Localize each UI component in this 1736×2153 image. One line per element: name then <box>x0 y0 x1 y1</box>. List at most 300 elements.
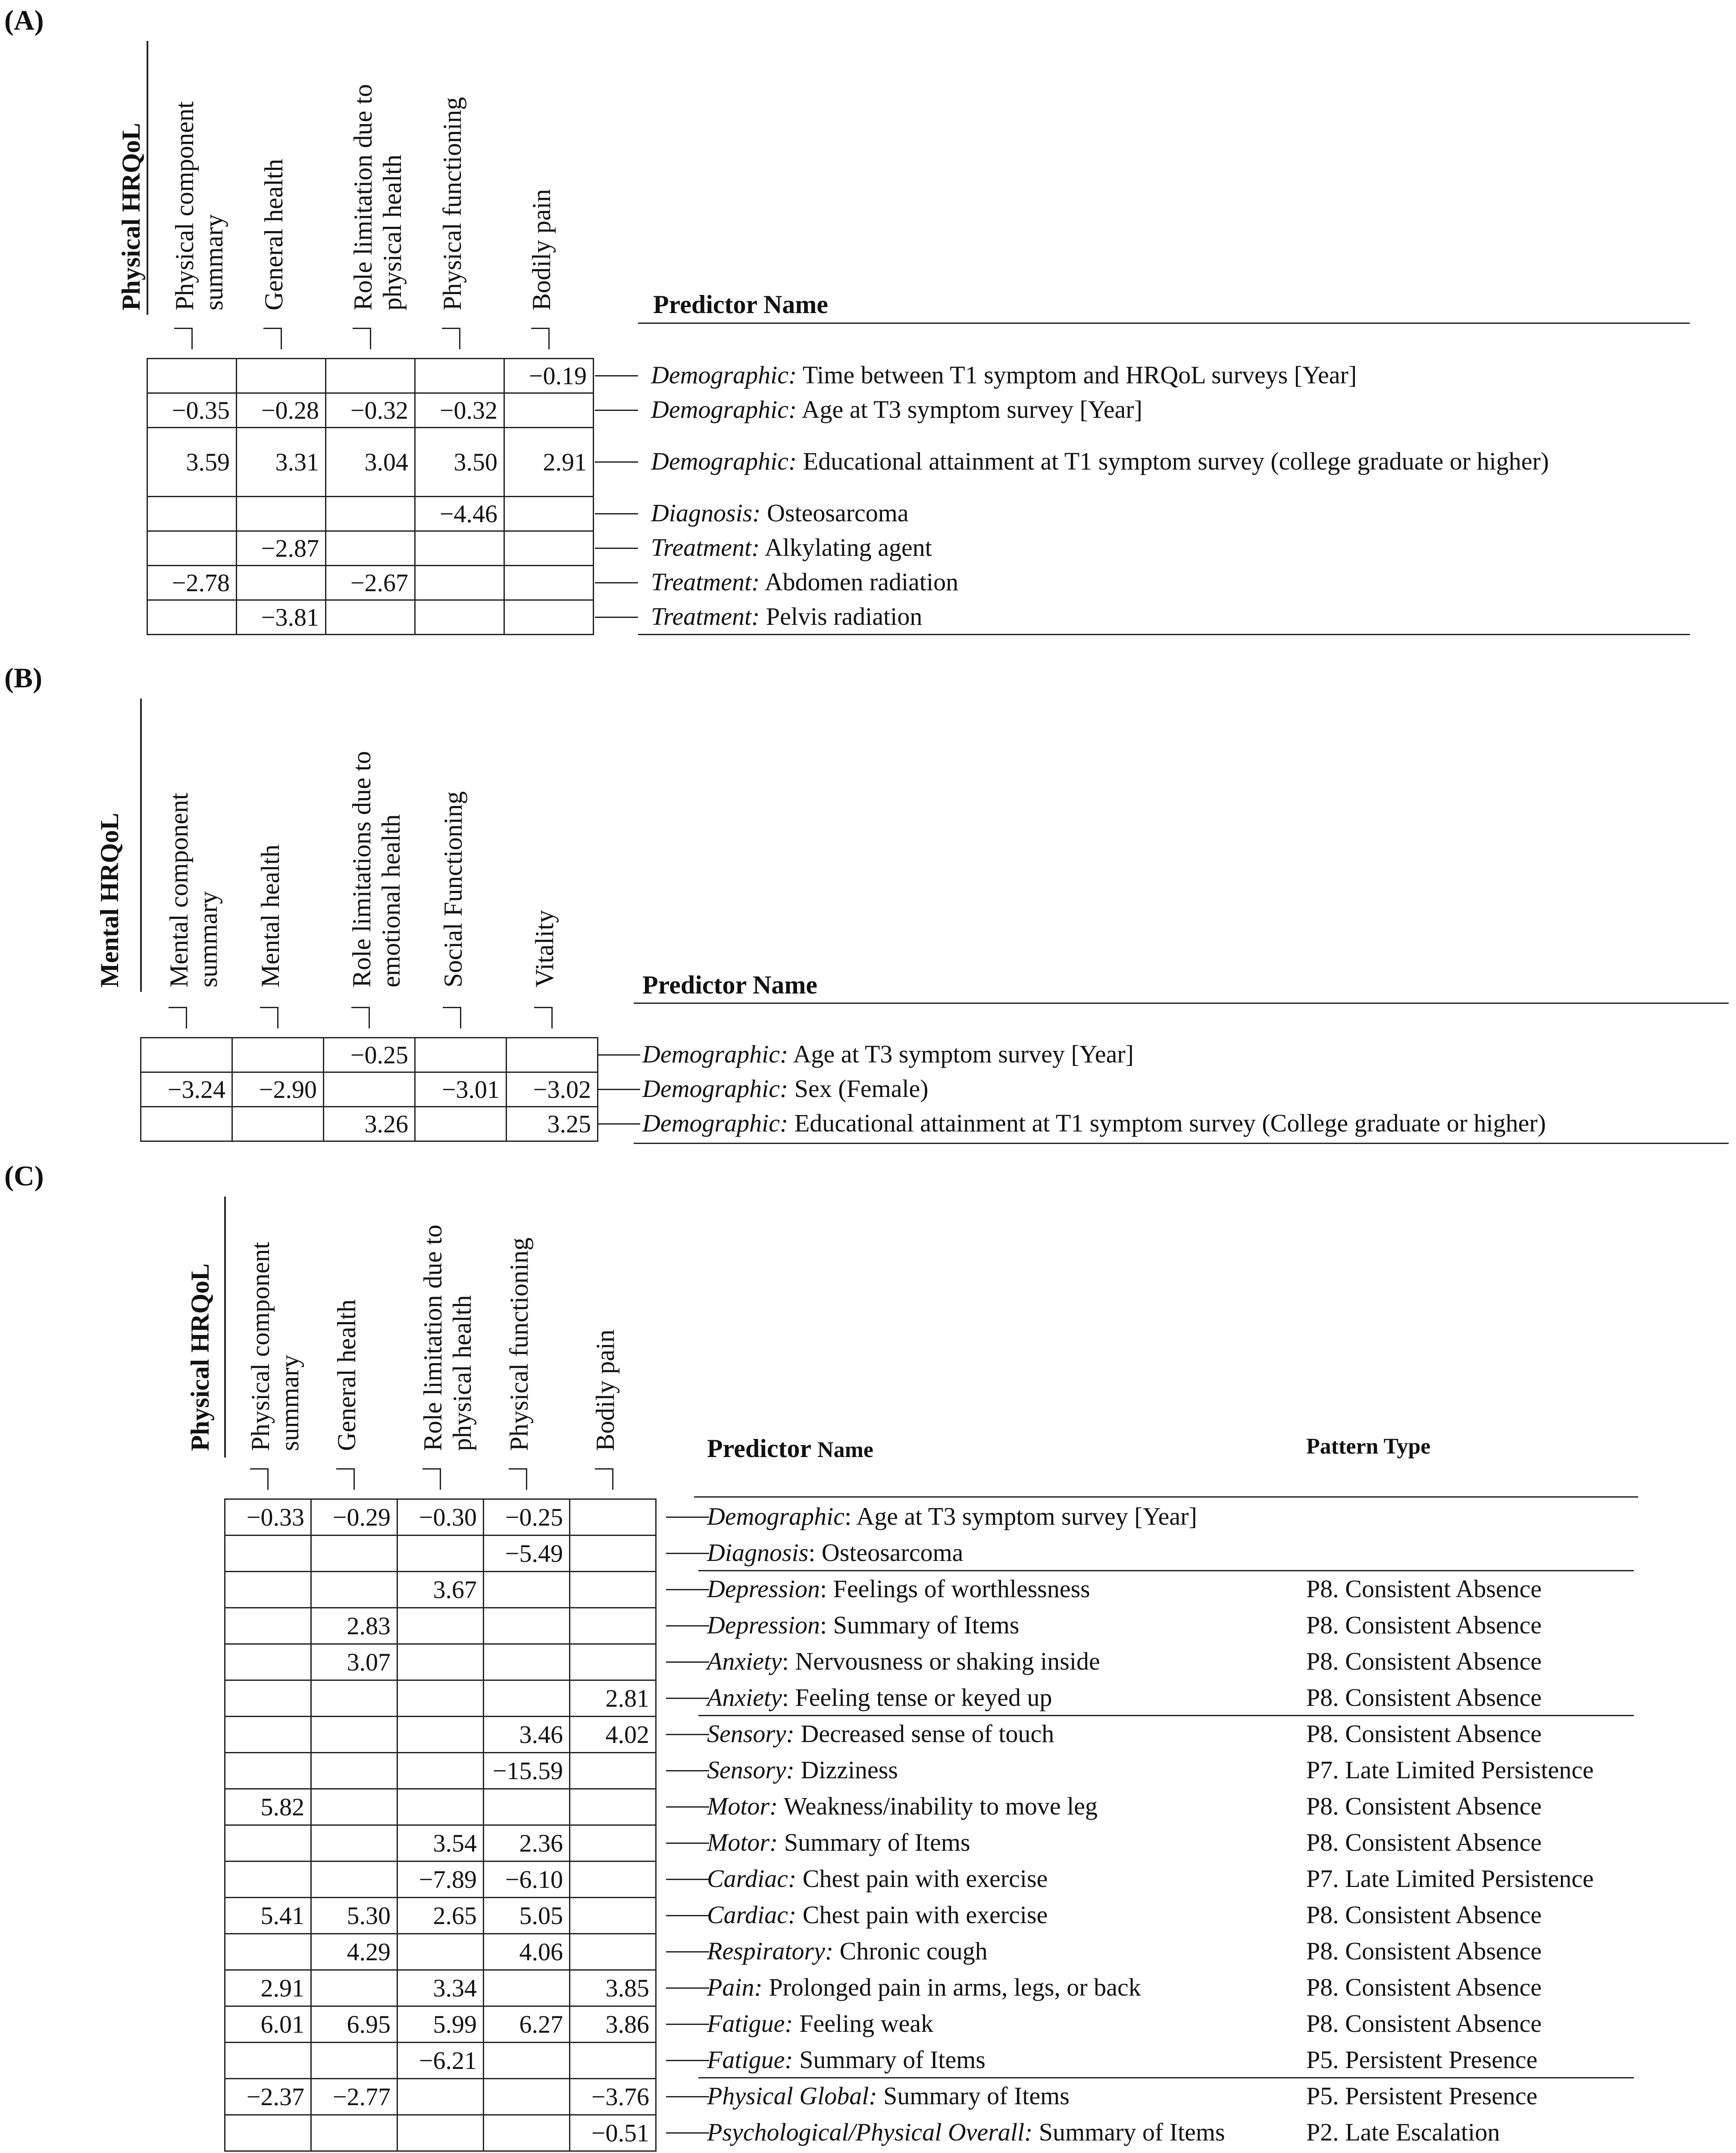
coefficient-cell <box>397 1789 484 1825</box>
predictor-description: : Nervousness or shaking inside <box>782 1647 1100 1675</box>
predictor-name <box>642 1109 1546 1138</box>
coefficient-cell <box>237 497 326 531</box>
predictor-description: Summary of Items <box>877 2082 1070 2110</box>
coefficient-cell <box>504 566 594 600</box>
table-row <box>225 1862 656 1898</box>
predictor-description: Prolonged pain in arms, legs, or back <box>762 1973 1141 2001</box>
coefficient-cell: −2.87 <box>237 531 326 566</box>
coefficient-cell <box>570 1825 656 1862</box>
coefficient-cell: 5.05 <box>484 1898 570 1934</box>
table-row <box>225 1608 656 1644</box>
coefficient-cell <box>141 1038 232 1072</box>
coefficient-cell: 5.30 <box>311 1898 397 1934</box>
predictor-category: Demographic: <box>642 1040 788 1068</box>
predictor-category: Demographic: <box>642 1075 788 1103</box>
group-separator <box>698 1715 1634 1716</box>
panel-a-column-tick-foot <box>174 328 193 329</box>
predictor-name <box>642 1040 1134 1069</box>
predictor-description: Chest pain with exercise <box>796 1901 1048 1929</box>
table-row <box>141 1107 598 1141</box>
coefficient-cell <box>484 1680 570 1717</box>
predictor-name <box>651 360 1660 390</box>
predictor-name <box>707 1719 1054 1749</box>
panel-c-column-tick <box>353 1468 355 1490</box>
coefficient-cell: −0.35 <box>147 393 237 428</box>
predictor-connector <box>595 513 638 514</box>
predictor-category: Treatment: <box>651 533 760 561</box>
predictor-connector <box>666 1698 709 1699</box>
coefficient-cell <box>504 393 594 428</box>
coefficient-cell <box>484 2043 570 2079</box>
pattern-type: P8. Consistent Absence <box>1306 1720 1542 1748</box>
coefficient-cell <box>484 2115 570 2151</box>
predictor-connector <box>666 1951 709 1952</box>
pattern-type: P7. Late Limited Persistence <box>1306 1756 1594 1784</box>
coefficient-cell <box>415 1107 507 1141</box>
coefficient-cell: 2.83 <box>311 1608 397 1644</box>
coefficient-cell <box>237 566 326 600</box>
predictor-connector <box>666 1589 709 1590</box>
panel-a-column-tick-foot <box>442 328 460 329</box>
pattern-type: P8. Consistent Absence <box>1306 1973 1542 2001</box>
predictor-category: Respiratory: <box>707 1937 834 1965</box>
predictor-connector <box>597 1123 640 1125</box>
predictor-description: Age at T3 symptom survey [Year] <box>797 395 1142 423</box>
coefficient-cell: 2.36 <box>484 1825 570 1862</box>
predictor-category: Treatment: <box>651 602 760 630</box>
predictor-name <box>651 567 1660 597</box>
coefficient-cell <box>415 531 504 566</box>
panel-a-column-header: Bodily pain <box>527 189 556 310</box>
predictor-category: Depression <box>707 1611 820 1639</box>
coefficient-cell <box>570 1753 656 1789</box>
coefficient-cell: −0.32 <box>415 393 504 428</box>
predictor-description: : Age at T3 symptom survey [Year] <box>844 1502 1197 1530</box>
coefficient-cell: −7.89 <box>397 1862 484 1898</box>
panel-a-column-header: Physical component summary <box>170 101 228 310</box>
panel-a-column-tick <box>191 328 193 349</box>
coefficient-cell <box>147 359 237 393</box>
panel-c-label: (C) <box>4 1160 44 1192</box>
coefficient-cell <box>225 2115 311 2151</box>
coefficient-cell <box>397 1753 484 1789</box>
coefficient-cell <box>232 1038 324 1072</box>
panel-a-column-tick <box>281 328 282 349</box>
coefficient-cell <box>397 2115 484 2151</box>
bottom-rule <box>638 634 1690 635</box>
coefficient-cell <box>570 2043 656 2079</box>
coefficient-cell <box>570 1499 656 1536</box>
coefficient-cell <box>397 1680 484 1717</box>
panel-c-predictor-header-rest: Name <box>817 1438 873 1462</box>
table-row <box>147 497 594 531</box>
coefficient-cell: −0.33 <box>225 1499 311 1536</box>
predictor-connector <box>666 2132 709 2134</box>
panel-a-domain-title: Physical HRQoL <box>117 122 145 310</box>
predictor-connector <box>595 461 638 463</box>
panel-c-column-header: Physical functioning <box>505 1238 533 1451</box>
predictor-name <box>707 1538 963 1567</box>
predictor-name <box>707 2118 1225 2147</box>
panel-a-column-tick <box>548 328 550 349</box>
predictor-name <box>707 1828 970 1857</box>
table-row <box>225 2115 656 2151</box>
coefficient-cell <box>484 1608 570 1644</box>
coefficient-cell: −6.10 <box>484 1862 570 1898</box>
coefficient-cell <box>484 1644 570 1680</box>
coefficient-cell <box>225 1753 311 1789</box>
predictor-category: Sensory: <box>707 1720 794 1748</box>
coefficient-cell <box>570 1789 656 1825</box>
predictor-category: Demographic: <box>642 1109 788 1137</box>
predictor-connector <box>666 1915 709 1916</box>
coefficient-cell: 6.95 <box>311 2006 397 2043</box>
panel-b-domain-title: Mental HRQoL <box>95 813 124 987</box>
coefficient-cell <box>311 1536 397 1572</box>
predictor-description: Summary of Items <box>778 1828 970 1856</box>
predictor-connector <box>666 2024 709 2025</box>
coefficient-cell <box>311 2043 397 2079</box>
coefficient-cell: 5.82 <box>225 1789 311 1825</box>
coefficient-cell <box>570 1898 656 1934</box>
coefficient-cell: −2.67 <box>326 566 415 600</box>
coefficient-cell <box>311 1862 397 1898</box>
table-row <box>225 1934 656 1970</box>
panel-b-column-header: Role limitations due to emotional health <box>347 751 405 987</box>
table-row <box>225 1644 656 1680</box>
panel-c-domain-title: Physical HRQoL <box>186 1263 214 1451</box>
predictor-description: : Feeling tense or keyed up <box>782 1683 1052 1711</box>
predictor-category: Pain: <box>707 1973 763 2001</box>
predictor-connector <box>666 1625 709 1627</box>
coefficient-cell <box>225 1536 311 1572</box>
coefficient-cell <box>147 497 237 531</box>
panel-a-domain-rule <box>147 41 148 315</box>
panel-b-column-tick-foot <box>169 1007 187 1008</box>
coefficient-cell <box>570 1536 656 1572</box>
predictor-name <box>642 1074 929 1103</box>
panel-c-column-header: Physical component summary <box>246 1242 304 1451</box>
predictor-connector <box>595 410 638 411</box>
predictor-name <box>707 1502 1197 1531</box>
panel-c-column-tick <box>612 1468 613 1490</box>
predictor-connector <box>595 617 638 618</box>
pattern-type: P8. Consistent Absence <box>1306 1611 1542 1639</box>
panel-c-column-tick-foot <box>336 1468 355 1470</box>
predictor-category: Anxiety <box>707 1647 782 1675</box>
coefficient-cell <box>415 1038 507 1072</box>
panel-c-predictor-header <box>707 1434 873 1464</box>
coefficient-cell <box>324 1072 415 1107</box>
coefficient-cell <box>570 1608 656 1644</box>
coefficient-cell: 2.81 <box>570 1680 656 1717</box>
panel-b-column-header: Social Functioning <box>439 791 467 987</box>
table-row <box>225 1536 656 1572</box>
predictor-description: : Feelings of worthlessness <box>820 1575 1090 1603</box>
predictor-connector <box>666 1661 709 1663</box>
coefficient-cell <box>311 2115 397 2151</box>
coefficient-cell: 3.50 <box>415 428 504 497</box>
pattern-type: P8. Consistent Absence <box>1306 1937 1542 1965</box>
predictor-category: Motor: <box>707 1792 778 1820</box>
panel-a-column-tick <box>459 328 460 349</box>
predictor-name <box>707 1755 898 1785</box>
panel-b-domain-rule <box>140 699 142 992</box>
table-row <box>225 1572 656 1608</box>
coefficient-cell: 3.67 <box>397 1572 484 1608</box>
predictor-name <box>707 1683 1052 1712</box>
coefficient-cell <box>397 1536 484 1572</box>
table-row <box>147 428 594 497</box>
coefficient-cell: 2.65 <box>397 1898 484 1934</box>
coefficient-cell <box>397 2079 484 2115</box>
coefficient-cell: 3.34 <box>397 1970 484 2006</box>
predictor-name <box>707 1973 1141 2002</box>
predictor-category: Cardiac: <box>707 1901 797 1929</box>
pattern-type: P8. Consistent Absence <box>1306 1575 1542 1603</box>
coefficient-cell: 3.26 <box>324 1107 415 1141</box>
coefficient-cell: −0.32 <box>326 393 415 428</box>
predictor-description: Chronic cough <box>833 1937 988 1965</box>
predictor-connector <box>595 375 638 376</box>
coefficient-cell <box>507 1038 598 1072</box>
panel-b-header-rule <box>634 1003 1729 1004</box>
coefficient-cell: −2.78 <box>147 566 237 600</box>
predictor-category: Psychological/Physical Overall: <box>707 2118 1033 2146</box>
coefficient-cell <box>484 1970 570 2006</box>
predictor-connector <box>597 1089 640 1090</box>
predictor-category: Fatigue: <box>707 2046 793 2074</box>
coefficient-cell <box>326 600 415 635</box>
predictor-description: Educational attainment at T1 symptom survey (College graduate or higher) <box>788 1109 1546 1137</box>
panel-c-header-rule <box>694 1496 1638 1498</box>
coefficient-cell: 6.27 <box>484 2006 570 2043</box>
predictor-category: Demographic: <box>651 395 797 423</box>
coefficient-cell <box>311 1717 397 1753</box>
predictor-name <box>707 1900 1048 1930</box>
predictor-description: Decreased sense of touch <box>794 1720 1054 1748</box>
predictor-connector <box>595 548 638 549</box>
table-row <box>225 1753 656 1789</box>
predictor-connector <box>595 582 638 583</box>
pattern-type: P8. Consistent Absence <box>1306 2009 1542 2037</box>
coefficient-cell <box>326 531 415 566</box>
panel-c-predictor-header-bold: Predictor <box>707 1434 811 1463</box>
coefficient-cell: 2.91 <box>225 1970 311 2006</box>
coefficient-cell: −2.37 <box>225 2079 311 2115</box>
predictor-description: Abdomen radiation <box>760 568 959 596</box>
panel-b-column-tick-foot <box>443 1007 461 1008</box>
coefficient-cell: 3.86 <box>570 2006 656 2043</box>
predictor-name <box>707 1864 1048 1893</box>
panel-c-coefficient-table <box>224 1498 657 2152</box>
panel-a-column-tick-foot <box>353 328 371 329</box>
coefficient-cell <box>225 1680 311 1717</box>
predictor-name <box>707 2081 1070 2111</box>
predictor-connector <box>666 1734 709 1735</box>
panel-b-column-header: Mental health <box>256 844 285 987</box>
coefficient-cell: −5.49 <box>484 1536 570 1572</box>
predictor-category: Anxiety <box>707 1683 782 1711</box>
predictor-description: : Osteosarcoma <box>808 1539 963 1567</box>
coefficient-cell <box>484 1789 570 1825</box>
coefficient-cell: 5.99 <box>397 2006 484 2043</box>
panel-a-column-header: General health <box>259 159 288 310</box>
coefficient-cell <box>326 497 415 531</box>
coefficient-cell: −3.81 <box>237 600 326 635</box>
panel-a-column-tick-foot <box>531 328 550 329</box>
panel-b-predictor-header: Predictor Name <box>642 971 817 999</box>
panel-a-column-header: Physical functioning <box>438 97 466 310</box>
predictor-name <box>707 1574 1090 1604</box>
predictor-description: Weakness/inability to move leg <box>778 1792 1098 1820</box>
predictor-connector <box>666 1517 709 1518</box>
coefficient-cell <box>232 1107 324 1141</box>
pattern-type: P5. Persistent Presence <box>1306 2082 1538 2110</box>
table-row <box>147 359 594 393</box>
panel-b-column-tick-foot <box>260 1007 278 1008</box>
predictor-connector <box>666 2096 709 2097</box>
table-row <box>225 1789 656 1825</box>
coefficient-cell <box>147 531 237 566</box>
coefficient-cell: 4.02 <box>570 1717 656 1753</box>
table-row <box>225 1825 656 1862</box>
coefficient-cell: 3.46 <box>484 1717 570 1753</box>
predictor-name <box>651 498 1660 528</box>
coefficient-cell <box>415 600 504 635</box>
coefficient-cell: −6.21 <box>397 2043 484 2079</box>
predictor-description: Chest pain with exercise <box>796 1865 1048 1893</box>
coefficient-cell: 5.41 <box>225 1898 311 1934</box>
coefficient-cell <box>311 1970 397 2006</box>
table-row <box>147 531 594 566</box>
coefficient-cell: −3.76 <box>570 2079 656 2115</box>
coefficient-cell <box>570 1644 656 1680</box>
predictor-description: Dizziness <box>794 1756 898 1784</box>
panel-a-column-tick-foot <box>263 328 282 329</box>
predictor-connector <box>666 1770 709 1771</box>
coefficient-cell: −0.51 <box>570 2115 656 2151</box>
predictor-connector <box>666 1553 709 1554</box>
table-row <box>225 1970 656 2006</box>
predictor-category: Demographic: <box>651 447 797 475</box>
table-row <box>225 2006 656 2043</box>
predictor-name <box>651 602 1660 631</box>
coefficient-cell: 3.07 <box>311 1644 397 1680</box>
predictor-connector <box>666 2060 709 2061</box>
predictor-name <box>707 1647 1100 1676</box>
table-row <box>225 1898 656 1934</box>
pattern-type: P8. Consistent Absence <box>1306 1683 1542 1711</box>
coefficient-cell <box>397 1644 484 1680</box>
table-row <box>225 2079 656 2115</box>
panel-c-column-tick-foot <box>250 1468 269 1470</box>
pattern-type: P5. Persistent Presence <box>1306 2046 1538 2074</box>
coefficient-cell: −0.25 <box>484 1499 570 1536</box>
panel-b-column-header: Vitality <box>530 910 559 987</box>
panel-b-column-tick <box>186 1007 187 1028</box>
coefficient-cell <box>311 1825 397 1862</box>
coefficient-cell <box>225 1934 311 1970</box>
coefficient-cell <box>415 359 504 393</box>
panel-a-column-header: Role limitation due to physical health <box>348 84 407 310</box>
coefficient-cell <box>504 531 594 566</box>
table-row <box>141 1072 598 1107</box>
predictor-category: Depression <box>707 1575 820 1603</box>
coefficient-cell: −2.77 <box>311 2079 397 2115</box>
panel-c-pattern-header: Pattern Type <box>1306 1434 1431 1459</box>
coefficient-cell: −0.19 <box>504 359 594 393</box>
coefficient-cell: −0.29 <box>311 1499 397 1536</box>
panel-c-column-tick-foot <box>595 1468 613 1470</box>
table-row <box>225 1499 656 1536</box>
panel-c-column-tick-foot <box>422 1468 441 1470</box>
coefficient-cell: −2.90 <box>232 1072 324 1107</box>
coefficient-cell: −15.59 <box>484 1753 570 1789</box>
coefficient-cell <box>225 1717 311 1753</box>
panel-a-column-tick <box>370 328 371 349</box>
panel-c-column-tick <box>267 1468 269 1490</box>
predictor-description: Time between T1 symptom and HRQoL surveys [Year] <box>797 361 1357 389</box>
coefficient-cell: −4.46 <box>415 497 504 531</box>
pattern-type: P8. Consistent Absence <box>1306 1647 1542 1675</box>
coefficient-cell <box>415 566 504 600</box>
coefficient-cell <box>397 1717 484 1753</box>
coefficient-cell <box>225 1862 311 1898</box>
pattern-type: P8. Consistent Absence <box>1306 1792 1542 1820</box>
coefficient-cell: 4.06 <box>484 1934 570 1970</box>
predictor-description: Educational attainment at T1 symptom survey (college graduate or higher) <box>797 447 1549 475</box>
predictor-category: Demographic: <box>651 361 797 389</box>
panel-b-column-tick-foot <box>351 1007 370 1008</box>
coefficient-cell: 3.04 <box>326 428 415 497</box>
predictor-category: Cardiac: <box>707 1865 797 1893</box>
panel-b-column-tick-foot <box>534 1007 553 1008</box>
panel-b-column-tick <box>551 1007 553 1028</box>
coefficient-cell <box>397 1934 484 1970</box>
coefficient-cell <box>225 1572 311 1608</box>
coefficient-cell: 3.59 <box>147 428 237 497</box>
panel-c-column-header: General health <box>332 1299 361 1451</box>
panel-c-domain-rule <box>224 1197 226 1457</box>
coefficient-cell: 3.85 <box>570 1970 656 2006</box>
predictor-name <box>651 395 1660 424</box>
panel-b-column-header: Mental component summary <box>165 793 222 987</box>
pattern-type: P7. Late Limited Persistence <box>1306 1865 1594 1893</box>
predictor-category: Motor: <box>707 1828 778 1856</box>
coefficient-cell <box>570 1934 656 1970</box>
panel-b-bottom-rule <box>634 1143 1729 1144</box>
coefficient-cell <box>311 1680 397 1717</box>
coefficient-cell: −3.24 <box>141 1072 232 1107</box>
coefficient-cell <box>484 1572 570 1608</box>
pattern-type: P8. Consistent Absence <box>1306 1828 1542 1856</box>
coefficient-cell: 2.91 <box>504 428 594 497</box>
panel-a-label: (A) <box>4 5 44 36</box>
panel-b-label: (B) <box>4 662 42 694</box>
predictor-description: : Summary of Items <box>820 1611 1020 1639</box>
table-row <box>147 566 594 600</box>
coefficient-cell <box>141 1107 232 1141</box>
predictor-category: Diagnosis: <box>651 499 761 527</box>
predictor-name <box>707 2009 933 2038</box>
coefficient-cell <box>225 1644 311 1680</box>
panel-b-column-tick <box>369 1007 370 1028</box>
predictor-name <box>707 1611 1019 1640</box>
coefficient-cell <box>397 1608 484 1644</box>
table-row <box>225 1717 656 1753</box>
coefficient-cell <box>570 1862 656 1898</box>
